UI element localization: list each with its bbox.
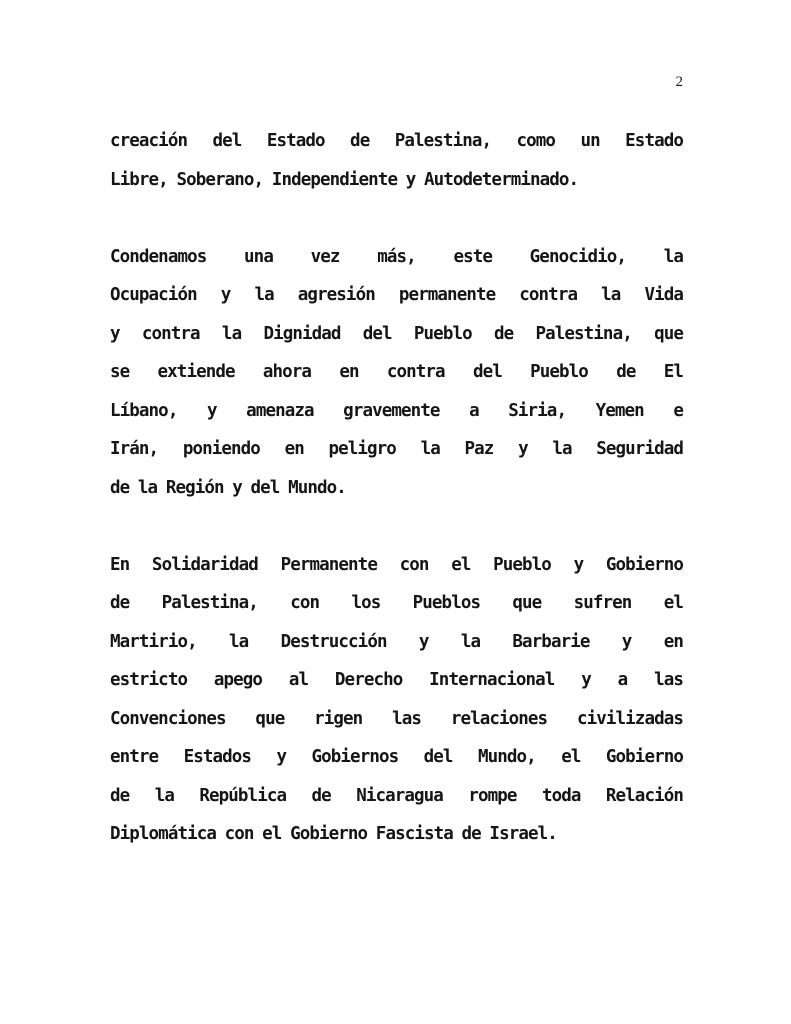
text-line: Condenamos una vez más, este Genocidio, la [110, 246, 683, 267]
text-line: de Palestina, con los Pueblos que sufren el [110, 593, 683, 613]
text-line: Convenciones que rigen las relaciones civilizadas [110, 708, 683, 729]
text-line: y contra la Dignidad del Pueblo de Palestina, que [110, 323, 683, 344]
text-line: Martirio, la Destrucción y la Barbarie y en [110, 631, 683, 652]
text-line: de la Región y del Mundo. [110, 477, 346, 498]
text-line: Diplomática con el Gobierno Fascista de Israel. [110, 824, 557, 844]
text-line: Líbano, y amenaza gravemente a Siria, Yemen e [110, 400, 683, 421]
text-line: Irán, poniendo en peligro la Paz y la Seguridad [110, 439, 683, 459]
text-line: En Solidaridad Permanente con el Pueblo y Gobierno [110, 554, 683, 575]
text-line: se extiende ahora en contra del Pueblo de El [110, 362, 683, 382]
paragraph-creation-of-palestine [110, 122, 683, 199]
text-line: estricto apego al Derecho Internacional y a las [110, 670, 683, 690]
text-line: Ocupación y la agresión permanente contra la Vida [110, 285, 683, 305]
text-line: entre Estados y Gobiernos del Mundo, el Gobierno [110, 747, 683, 767]
paragraph-condemnation [110, 238, 683, 508]
text-line: creación del Estado de Palestina, como un Estado [110, 131, 683, 151]
text-line: Libre, Soberano, Independiente y Autodeterminado. [110, 169, 579, 190]
text-line: de la República de Nicaragua rompe toda Relación [110, 785, 683, 806]
document-body [110, 122, 683, 892]
page-number: 2 [675, 74, 683, 90]
paragraph-diplomatic-rupture [110, 546, 683, 854]
